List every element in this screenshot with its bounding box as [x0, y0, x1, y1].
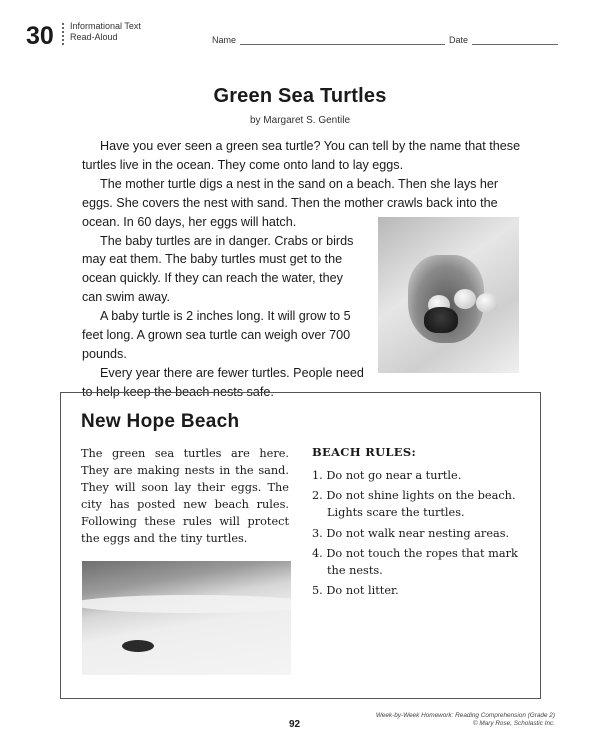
list-item: 1. Do not go near a turtle.: [312, 469, 462, 482]
list-item: 4. Do not touch the ropes that mark the nests.: [312, 546, 518, 578]
wave: [82, 595, 291, 613]
credit-line: Week-by-Week Homework: Reading Comprehension (Grade 2) © Mary Rose, Scholastic Inc.: [375, 712, 555, 728]
list-item: 2. Do not shine lights on the beach. Lights scare the turtles.: [312, 489, 516, 520]
egg: [476, 293, 498, 313]
story-title: Green Sea Turtles: [213, 85, 387, 107]
beach-rules-list: [312, 467, 527, 603]
date-label: Date: [449, 35, 469, 45]
name-label: Name: [212, 35, 237, 45]
name-field[interactable]: [212, 35, 445, 45]
list-item: 3. Do not walk near nesting areas.: [312, 526, 510, 540]
rules-title: BEACH RULES:: [312, 445, 417, 459]
beach-photo: [82, 561, 291, 675]
date-field[interactable]: [449, 35, 558, 45]
turtle-nest-photo: [378, 217, 519, 373]
hatchling-turtle: [424, 307, 458, 333]
name-line[interactable]: [240, 35, 445, 45]
egg: [454, 289, 476, 309]
header-divider: [62, 23, 64, 45]
page-number: 92: [289, 719, 301, 730]
baby-turtle: [122, 640, 154, 652]
date-line[interactable]: [472, 35, 558, 45]
story-paragraph: The mother turtle digs a nest in the sand on a beach. Then she lays her eggs. She covers the nest with sand. Then the mother crawls back into the ocean. In 60 days, her eggs will hatch.: [82, 176, 499, 229]
story-paragraph: Have you ever seen a green sea turtle? You can tell by the name that these turtles live in the ocean. They come onto land to lay eggs.: [82, 139, 521, 172]
text-type-label: Informational Text Read-Aloud: [70, 21, 141, 42]
new-hope-beach-box: [60, 392, 541, 699]
box-text: The green sea turtles are here. They are making nests in the sand. They will soon lay their eggs. The city has posted new beach rules. Following these rules will protect the eggs and the tiny turtles.: [81, 447, 289, 546]
story-paragraph: Every year there are fewer turtles. People need to help keep the beach nests safe.: [82, 365, 364, 399]
story-paragraph: A baby turtle is 2 inches long. It will grow to 5 feet long. A grown sea turtle can weigh over 700 pounds.: [82, 309, 351, 361]
box-title: New Hope Beach: [81, 411, 240, 432]
lesson-number: 30: [26, 22, 54, 50]
page-header: [26, 20, 554, 48]
story-paragraph: The baby turtles are in danger. Crabs or birds may eat them. The baby turtles must get to the ocean quickly. If they can reach the water, they can swim away.: [82, 233, 354, 305]
story-byline: by Margaret S. Gentile: [249, 115, 351, 126]
list-item: 5. Do not litter.: [312, 584, 399, 598]
